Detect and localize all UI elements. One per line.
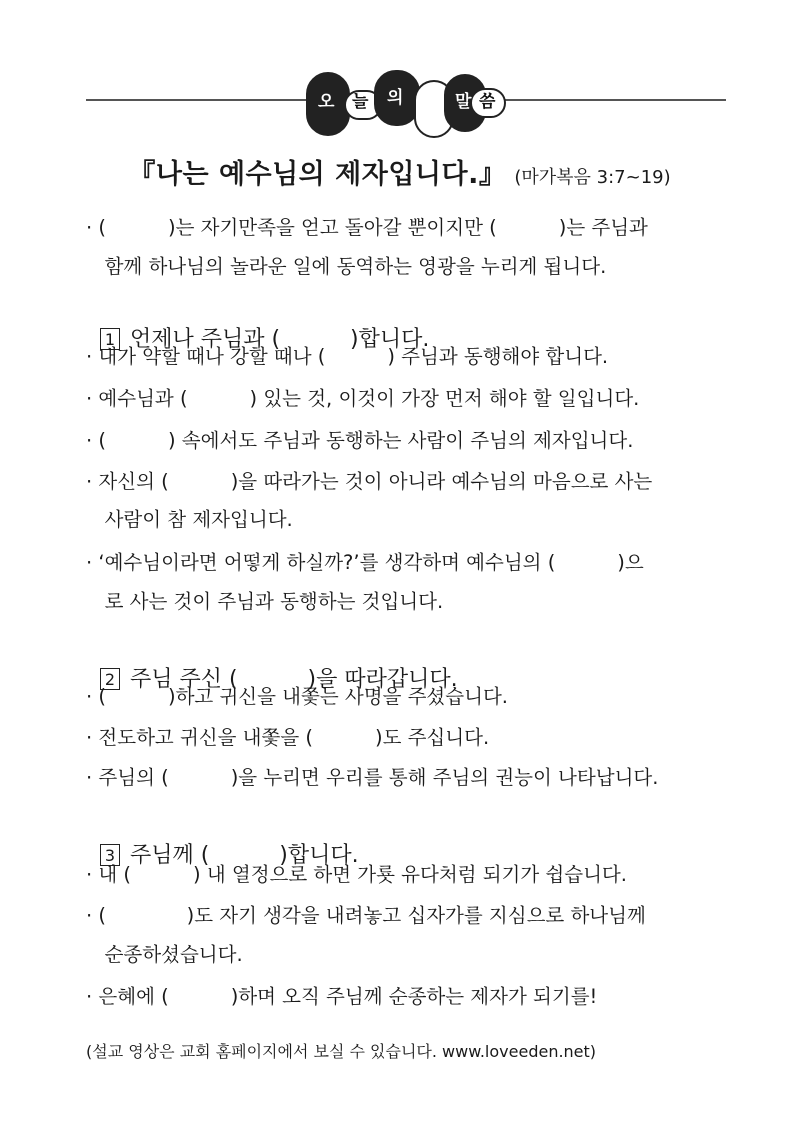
- header-banner: [0, 0, 799, 145]
- header-char-5: 씀: [479, 92, 496, 112]
- section-heading-text: 언제나 주님과 ( )합니다.: [130, 327, 430, 352]
- section-heading-text: 주님께 ( )합니다.: [130, 843, 359, 868]
- list-item: · ( )하고 귀신을 내쫓는 사명을 주셨습니다.: [86, 685, 508, 708]
- section-number-box: 1: [100, 328, 120, 350]
- title-reference: (마가복음 3:7~19): [514, 167, 671, 188]
- list-item: 로 사는 것이 주님과 동행하는 것입니다.: [86, 590, 444, 613]
- list-item: · 내가 약할 때나 강할 때나 ( ) 주님과 동행해야 합니다.: [86, 345, 609, 368]
- intro-line: 함께 하나님의 놀라운 일에 동역하는 영광을 누리게 됩니다.: [86, 255, 607, 278]
- title-main: 『나는 예수님의 제자입니다.』: [128, 159, 507, 190]
- list-item: · 자신의 ( )을 따라가는 것이 아니라 예수님의 마음으로 사는: [86, 470, 653, 493]
- header-rule-right: [498, 99, 726, 101]
- list-item: · ( )도 자기 생각을 내려놓고 십자가를 지심으로 하나님께: [86, 904, 646, 927]
- section-heading-3: [86, 822, 359, 867]
- section-heading-text: 주님 주신 ( )을 따라갑니다.: [130, 667, 458, 692]
- header-char-1: 오: [318, 92, 335, 112]
- section-number-box: 2: [100, 668, 120, 690]
- intro-line: · ( )는 자기만족을 얻고 돌아갈 뿐이지만 ( )는 주님과: [86, 216, 648, 239]
- footer-note: (설교 영상은 교회 홈페이지에서 보실 수 있습니다. www.loveeden.net): [86, 1042, 597, 1061]
- list-item: · ‘예수님이라면 어떻게 하실까?’를 생각하며 예수님의 ( )으: [86, 551, 644, 574]
- sermon-title: [0, 152, 799, 198]
- list-item: · 은혜에 ( )하며 오직 주님께 순종하는 제자가 되기를!: [86, 985, 598, 1008]
- list-item: 사람이 참 제자입니다.: [86, 508, 293, 531]
- list-item: · 내 ( ) 내 열정으로 하면 가룟 유다처럼 되기가 쉽습니다.: [86, 863, 627, 886]
- header-char-2: 늘: [352, 92, 369, 112]
- list-item: · 전도하고 귀신을 내쫓을 ( )도 주십니다.: [86, 726, 490, 749]
- header-char-4: 말: [455, 92, 472, 112]
- header-char-3: 의: [387, 88, 404, 108]
- list-item: 순종하셨습니다.: [86, 943, 243, 966]
- header-rule-left: [86, 99, 316, 101]
- list-item: · 예수님과 ( ) 있는 것, 이것이 가장 먼저 해야 할 일입니다.: [86, 387, 640, 410]
- list-item: · 주님의 ( )을 누리면 우리를 통해 주님의 권능이 나타납니다.: [86, 766, 659, 789]
- section-number-box: 3: [100, 844, 120, 866]
- list-item: · ( ) 속에서도 주님과 동행하는 사람이 주님의 제자입니다.: [86, 429, 634, 452]
